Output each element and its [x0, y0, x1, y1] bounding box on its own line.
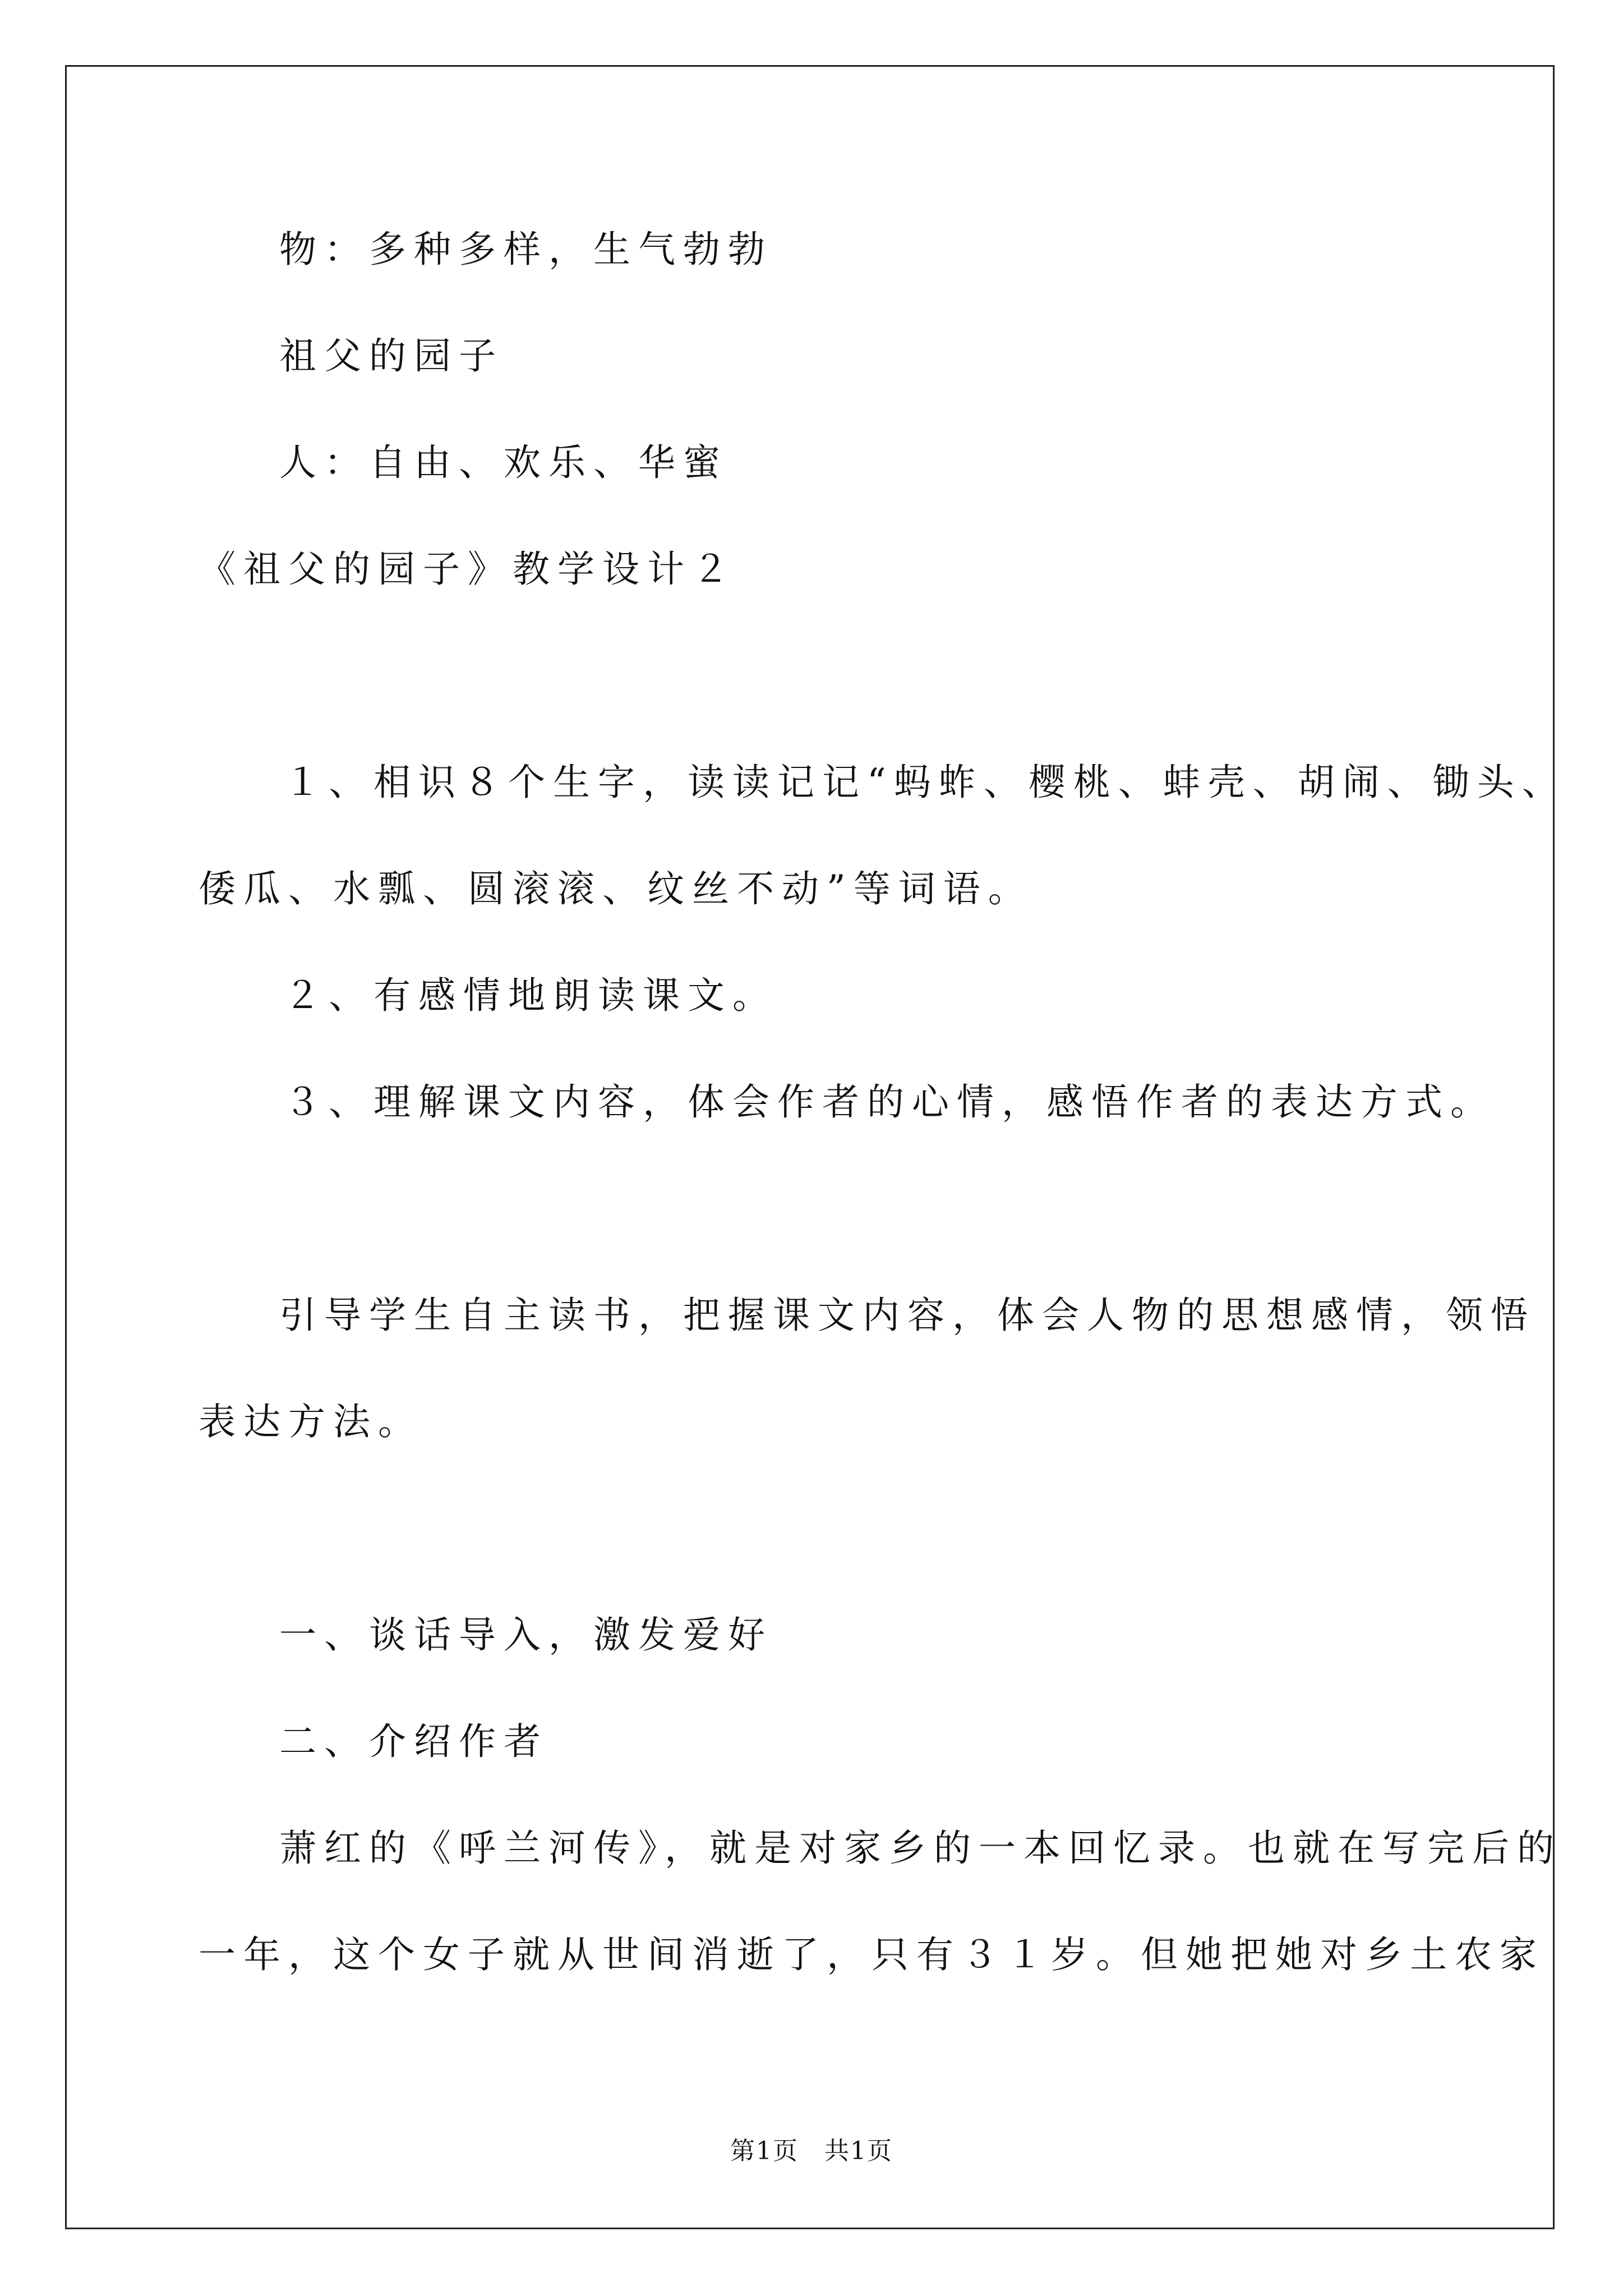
- text-line: 二、介绍作者: [279, 1720, 548, 1763]
- text-line: 表达方法。: [199, 1400, 423, 1443]
- text-line: ３、理解课文内容，体会作者的心情，感悟作者的表达方式。: [284, 1080, 1495, 1124]
- text-line: 祖父的园子: [279, 334, 504, 378]
- text-line: １、相识８个生字，读读记记“蚂蚱、樱桃、蚌壳、胡闹、锄头、: [284, 761, 1567, 804]
- text-line: 引导学生自主读书，把握课文内容，体会人物的思想感情，领悟: [279, 1294, 1536, 1337]
- page-number: 第1页 共1页: [730, 2137, 893, 2165]
- text-line: 一、谈话导入，激发爱好: [279, 1613, 773, 1657]
- page-border: [65, 65, 1555, 2229]
- text-line: 人：自由、欢乐、华蜜: [279, 441, 728, 484]
- text-line: 物：多种多样，生气勃勃: [279, 228, 773, 271]
- section-heading: 《祖父的园子》教学设计２: [199, 547, 737, 591]
- text-line: 萧红的《呼兰河传》，就是对家乡的一本回忆录。也就在写完后的: [279, 1826, 1562, 1870]
- text-line: ２、有感情地朗读课文。: [284, 974, 777, 1017]
- text-line: 一年，这个女子就从世间消逝了，只有３１岁。但她把她对乡土农家: [199, 1933, 1544, 1976]
- text-line: 倭瓜、水瓢、圆滚滚、纹丝不动”等词语。: [199, 867, 1033, 910]
